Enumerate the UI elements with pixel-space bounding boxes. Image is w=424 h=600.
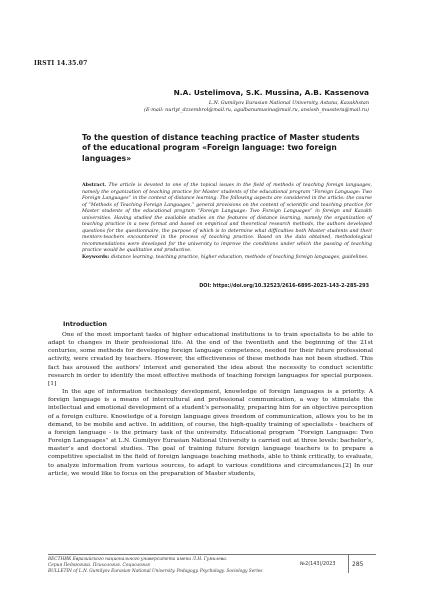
journal-info	[48, 557, 288, 576]
keywords-text: distance learning, teaching practice, higher education, methods of teaching foreign languages, guidelines.	[110, 255, 369, 261]
page-number: 285	[352, 561, 364, 568]
footer-divider	[48, 554, 376, 555]
author-emails: (E-mail: nurlyt_dzzembrol@mail.ru, agulbanumusina@mail.ru, ansissh_musstera@mail.ru)	[144, 107, 369, 113]
affiliation-block	[89, 100, 369, 114]
authors: N.A. Ustelimova, S.K. Mussina, A.B. Kassenova	[173, 88, 369, 97]
abstract-text: The article is devoted to one of the topical issues in the field of methods of teaching foreign languages, namely the organization of teaching practice for Master students of the educational program “Foreign Language: Two Foreign Languages” in the context of distance learning. The following aspects are considered in the article: the course of “Methods of Teaching Foreign Languages,” general provisions on the content of scientific and teaching practice for Master students of the educational program “Foreign Language: Two Foreign Languages” in foreign and Kazakh universities. Having studied the available studies on the features of distance learning, namely the organization of teaching practice in a new format and based on empirical and theoretical research methods, the authors developed questions for the questionnaire, the purpose of which is to determine what difficulties both Master students and their mentors-teachers encountered in the process of teaching practice. Based on the data obtained, methodological recommendations were developed for the university to improve the conditions under which the passing of teaching practice would be qualitative and productive.	[82, 183, 373, 254]
journal-name-en: BULLETIN of L.N. Gumilyov Eurasian National University. Pedagogy. Psychology. Sociology Series	[48, 569, 263, 575]
journal-name-kz: ВЕСТНИК Евразийского национального университета имени Л.Н. Гумилева.	[48, 557, 228, 562]
abstract	[82, 183, 372, 255]
irsti-code: IRSTI 14.35.07	[34, 60, 88, 67]
abstract-label: Abstract.	[82, 183, 107, 188]
article-title: To the question of distance teaching practice of Master students of the educational program «Foreign language: two foreign languages»	[82, 133, 360, 163]
body-text	[48, 331, 373, 478]
keywords-label: Keywords:	[82, 255, 110, 261]
section-heading-introduction: Introduction	[63, 321, 107, 328]
abstract-block	[82, 183, 372, 262]
keywords	[82, 255, 372, 262]
paragraph: One of the most important tasks of higher educational institutions is to train specialists to be able to adapt to changes in their professional life. At the end of the twentieth and the beginning of the 21st centuries, some methods for developing foreign language competence, needed for their future professional activity, were created by teachers. However, the effectiveness of these methods has not been studied. This fact has aroused the authors’ interest and generated the idea about the necessity to conduct scientific research in order to identify the most effective methods of teaching foreign languages for special purposes. [1]	[48, 332, 373, 387]
journal-series-ru: Серия Педагогика. Психология. Социология	[48, 563, 150, 569]
paragraph: In the age of information technology development, knowledge of foreign languages is a priority. A foreign language is a means of intercultural and professional communication, a way to stimulate the intellectual and emotional development of a student’s personality, preparing him for an objective perception of a foreign culture. Knowledge of a foreign language gives freedom of communication, allows you to be in demand, to be mobile and active. In addition, of course, the high-quality training of specialists - teachers of a foreign language - is the primary task of the university. Educational program “Foreign Language: Two Foreign Languages” at L.N. Gumilyov Eurasian National University is carried out at three levels: bachelor’s, master’s and doctoral studies. The goal of training future foreign language teachers is to prepare a competitive specialist in the field of foreign language teaching methods, able to think critically, to evaluate, to analyze information from various sources, to adapt to various conditions and circumstances.[2] In our article, we would like to focus on the preparation of Master students,	[48, 389, 373, 477]
doi-link[interactable]: DOI: https://doi.org/10.32523/2616-6895-2023-143-2-285-293	[199, 283, 369, 289]
footer-separator	[348, 555, 349, 573]
issue-number: №2(143)/2023	[300, 561, 336, 567]
affiliation: L.N. Gumilyov Eurasian National University, Astana, Kazakhstan	[208, 100, 369, 106]
